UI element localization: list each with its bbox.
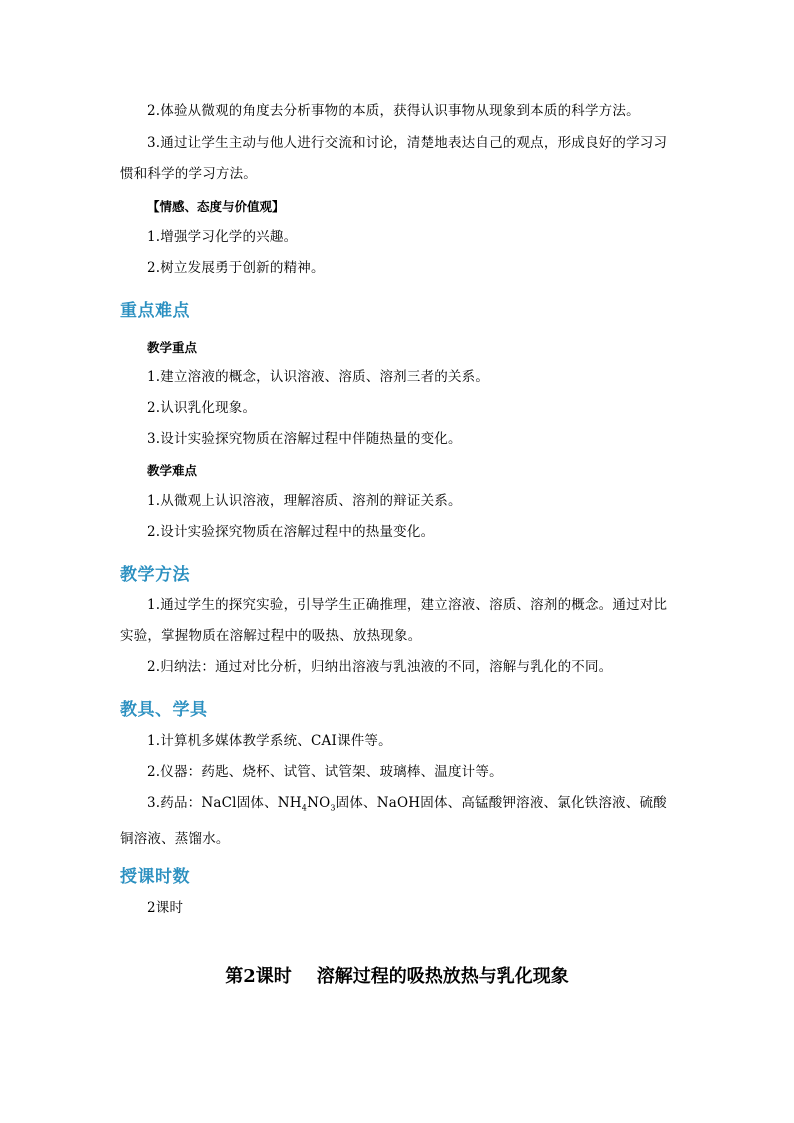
focus-item: 1.建立溶液的概念，认识溶液、溶质、溶剂三者的关系。	[147, 369, 490, 385]
emotion-item-1: 1.增强学习化学的兴趣。	[147, 229, 298, 245]
difficulty-item: 2.设计实验探究物质在溶解过程中的热量变化。	[147, 524, 435, 540]
difficulty-item: 1.从微观上认识溶液，理解溶质、溶剂的辩证关系。	[147, 493, 462, 509]
hours-value: 2课时	[147, 900, 184, 916]
lesson-title: 第2课时 溶解过程的吸热放热与乳化现象	[225, 966, 569, 987]
method-item: 2.归纳法：通过对比分析，归纳出溶液与乳浊液的不同，溶解与乳化的不同。	[147, 659, 613, 675]
objective-item-3: 3.通过让学生主动与他人进行交流和讨论，清楚地表达自己的观点，形成良好的学习习惯和科学的学习方法。	[120, 135, 668, 182]
focus-item: 3.设计实验探究物质在溶解过程中伴随热量的变化。	[147, 431, 462, 447]
focus-item: 2.认识乳化现象。	[147, 400, 257, 416]
method-item: 1.通过学生的探究实验，引导学生正确推理，建立溶液、溶质、溶剂的概念。通过对比实验，掌握物质在溶解过程中的吸热、放热现象。	[120, 597, 668, 644]
subscript: 4	[301, 803, 308, 813]
tool-item-reagents	[120, 788, 676, 855]
tool-item: 1.计算机多媒体教学系统、CAI课件等。	[147, 733, 392, 749]
focus-subheading: 教学重点	[147, 340, 198, 355]
section-heading-hours: 授课时数	[120, 867, 190, 887]
section-heading-tools: 教具、学具	[120, 700, 208, 720]
emotion-subheading: 【情感、态度与价值观】	[147, 199, 285, 214]
tool-item: 2.仪器：药匙、烧杯、试管、试管架、玻璃棒、温度计等。	[147, 764, 503, 780]
reagents-suffix: 固体、NaOH固体、高锰酸钾溶液、氯化铁溶液、硫酸铜溶液、蒸馏水。	[120, 795, 667, 847]
section-heading-key-points: 重点难点	[120, 301, 190, 321]
section-heading-methods: 教学方法	[120, 565, 190, 585]
objective-item-2: 2.体验从微观的角度去分析事物的本质，获得认识事物从现象到本质的科学方法。	[147, 103, 640, 119]
difficulty-subheading: 教学难点	[147, 463, 198, 478]
reagents-mid: NO	[307, 795, 331, 811]
reagents-prefix: 3.药品：NaCl固体、NH	[147, 795, 302, 811]
subscript: 3	[330, 803, 336, 813]
emotion-item-2: 2.树立发展勇于创新的精神。	[147, 260, 325, 276]
